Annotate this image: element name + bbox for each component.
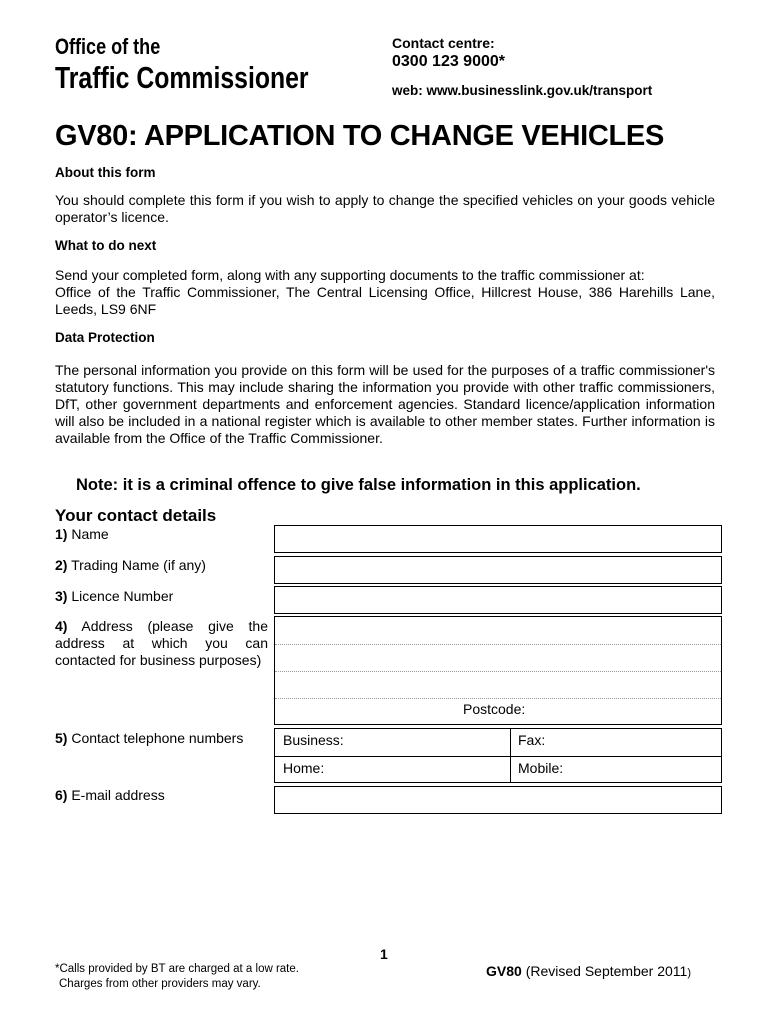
q3-number: 3)	[55, 588, 68, 604]
mobile-field[interactable]	[575, 759, 715, 781]
q5-text: Contact telephone numbers	[71, 730, 244, 746]
address-line-divider	[275, 644, 721, 645]
q3-text: Licence Number	[71, 588, 174, 604]
page-number: 1	[380, 946, 388, 962]
address-line-divider	[275, 698, 721, 699]
form-revision	[486, 963, 691, 979]
about-text: You should complete this form if you wish to apply to change the specified vehicles on your goods vehicle operator’s licence.	[55, 192, 715, 225]
q4-text: Address (please give the address at which you can contacted for business purposes)	[55, 618, 268, 668]
name-field[interactable]	[274, 525, 722, 553]
form-code: GV80	[486, 963, 522, 979]
about-heading: About this form	[55, 165, 156, 180]
licence-number-field[interactable]	[274, 586, 722, 614]
office-line-2: Traffic Commissioner	[55, 60, 309, 95]
email-field[interactable]	[274, 786, 722, 814]
home-phone-label: Home:	[283, 760, 325, 776]
business-phone-label: Business:	[283, 732, 344, 748]
q2-text: Trading Name (if any)	[71, 557, 206, 573]
q5-number: 5)	[55, 730, 68, 746]
address-field[interactable]	[274, 616, 722, 725]
q1-label	[55, 526, 109, 543]
contact-centre-label: Contact centre:	[392, 35, 495, 51]
footnote	[55, 962, 299, 992]
footnote-line-1: *Calls provided by BT are charged at a low rate.	[55, 963, 299, 975]
revision-close: )	[687, 967, 691, 979]
next-text-1: Send your completed form, along with any supporting documents to the traffic commissioner at:	[55, 267, 645, 283]
contact-phone: 0300 123 9000*	[392, 53, 505, 70]
q4-number: 4)	[55, 618, 68, 634]
fax-field[interactable]	[560, 731, 715, 753]
q6-text: E-mail address	[71, 787, 165, 803]
telephone-table	[274, 728, 722, 783]
contact-details-heading: Your contact details	[55, 506, 217, 525]
footnote-line-2: Charges from other providers may vary.	[59, 978, 261, 990]
fax-label: Fax:	[518, 732, 546, 748]
dp-heading: Data Protection	[55, 330, 155, 345]
mobile-label: Mobile:	[518, 760, 564, 776]
q2-label	[55, 557, 206, 574]
next-text-2: Office of the Traffic Commissioner, The Central Licensing Office, Hillcrest House, 386 Harehills Lane, Leeds, LS9 6NF	[55, 284, 715, 317]
q1-number: 1)	[55, 526, 68, 542]
trading-name-field[interactable]	[274, 556, 722, 584]
revision-text: (Revised September 2011	[525, 963, 688, 979]
business-phone-field[interactable]	[365, 731, 505, 753]
q1-text: Name	[71, 526, 109, 542]
dp-text: The personal information you provide on this form will be used for the purposes of a traffic commissioner's statutory functions. This may include sharing the information you provide with other traffic commissioners, DfT, other government departments and enforcement agencies. Standard licence/application information will also be included in a national register which is available to other member states. Further information is available from the Office of the Traffic Commissioner.	[55, 362, 715, 446]
q4-label	[55, 618, 268, 669]
page-title: GV80: APPLICATION TO CHANGE VEHICLES	[55, 120, 665, 152]
contact-web: web: www.businesslink.gov.uk/transport	[392, 83, 653, 98]
home-phone-field[interactable]	[335, 759, 505, 781]
postcode-label: Postcode:	[463, 701, 526, 717]
q3-label	[55, 588, 173, 605]
q5-label	[55, 730, 243, 747]
q2-number: 2)	[55, 557, 68, 573]
false-info-note: Note: it is a criminal offence to give false information in this application.	[76, 476, 641, 494]
next-heading: What to do next	[55, 238, 157, 253]
q6-number: 6)	[55, 787, 68, 803]
phone-row-divider	[275, 756, 721, 757]
office-line-1: Office of the	[55, 34, 161, 59]
q6-label	[55, 787, 165, 804]
address-line-divider	[275, 671, 721, 672]
